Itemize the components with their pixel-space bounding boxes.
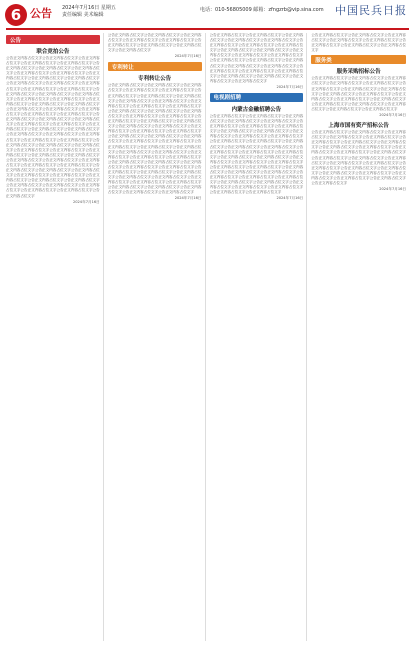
column-4 <box>311 33 409 641</box>
notice-body: 公告正文内容占位文字公告正文内容占位文字公告正文内容占位文字公告正文内容占位文字公告正文内容占位文字公告正文内容占位文字公告正文内容占位文字公告正文内容占位文字公告正文内容占位文字 <box>107 33 202 53</box>
notice-title: 内蒙古金融招聘公告 <box>231 106 282 113</box>
notice-body: 公告正文内容占位文字公告正文内容占位文字公告正文内容占位文字公告正文内容占位文字公告正文内容占位文字公告正文内容占位文字公告正文内容占位文字公告正文内容占位文字公告正文内容占位文字公告正文内容占位文字公告正文内容占位文字公告正文内容占位文字公告正文内容占位文字公告正文内容占位文字公告正文内容占位文字公告正文内容占位文字公告正文内容占位文字公告正文内容占位文字 <box>311 76 406 111</box>
column-3 <box>210 33 308 641</box>
notice-title: 服务采购招标公告 <box>336 69 381 76</box>
issue-date: 2024年7月16日 星期五 <box>62 5 116 11</box>
notice-body: 公告正文内容占位文字公告正文内容占位文字公告正文内容占位文字公告正文内容占位文字公告正文内容占位文字公告正文内容占位文字公告正文内容占位文字公告正文内容占位文字公告正文内容占位文字公告正文内容占位文字公告正文内容占位文字公告正文内容占位文字公告正文内容占位文字公告正文内容占位文字公告正文内容占位文字公告正文内容占位文字公告正文内容占位文字公告正文内容占位文字公告正文内容占位文字公告正文内容占位文字公告正文内容占位文字公告正文内容占位文字公告正文内容占位文字公告正文内容占位文字公告正文内容占位文字公告正文内容占位文字公告正文内容占位文字 <box>311 130 406 185</box>
masthead-rule <box>6 28 409 30</box>
newspaper-logo: 中国民兵日报 <box>335 4 407 17</box>
section-banner: 专利转让 <box>108 62 202 71</box>
column-1 <box>6 33 104 641</box>
notice-title: 联合竞拍公告 <box>36 49 70 55</box>
issue-meta <box>62 5 116 19</box>
section-title: 公告 <box>30 7 52 20</box>
masthead <box>0 0 415 36</box>
notice-date: 2024年7月16日 <box>174 196 202 201</box>
notice-date: 2024年7月16日 <box>379 187 406 192</box>
notice-date: 2024年7月16日 <box>379 113 406 118</box>
notice-date: 2024年7月16日 <box>174 54 202 59</box>
column-grid <box>6 33 409 641</box>
notice-body: 公告正文内容占位文字公告正文内容占位文字公告正文内容占位文字公告正文内容占位文字公告正文内容占位文字公告正文内容占位文字公告正文内容占位文字公告正文内容占位文字公告正文内容占位文字公告正文内容占位文字公告正文内容占位文字公告正文内容占位文字公告正文内容占位文字公告正文内容占位文字公告正文内容占位文字公告正文内容占位文字公告正文内容占位文字公告正文内容占位文字公告正文内容占位文字公告正文内容占位文字公告正文内容占位文字公告正文内容占位文字公告正文内容占位文字公告正文内容占位文字公告正文内容占位文字 <box>209 33 304 83</box>
section-banner: 电视剧招聘 <box>210 93 304 102</box>
issue-editors: 责任编辑 美术编辑 <box>62 12 104 18</box>
notice-date: 2024年7月16日 <box>276 196 304 201</box>
contact-line: 电话：010-56805009 邮箱：zfngzrb@vip.sina.com <box>200 7 324 13</box>
notice-body: 公告正文内容占位文字公告正文内容占位文字公告正文内容占位文字公告正文内容占位文字公告正文内容占位文字公告正文内容占位文字公告正文内容占位文字公告正文内容占位文字公告正文内容占位文字公告正文内容占位文字公告正文内容占位文字公告正文内容占位文字公告正文内容占位文字公告正文内容占位文字公告正文内容占位文字公告正文内容占位文字公告正文内容占位文字公告正文内容占位文字公告正文内容占位文字公告正文内容占位文字公告正文内容占位文字公告正文内容占位文字公告正文内容占位文字公告正文内容占位文字公告正文内容占位文字公告正文内容占位文字公告正文内容占位文字公告正文内容占位文字公告正文内容占位文字公告正文内容占位文字公告正文内容占位文字公告正文内容占位文字公告正文内容占位文字公告正文内容占位文字公告正文内容占位文字公告正文内容占位文字公告正文内容占位文字公告正文内容占位文字公告正文内容占位文字公告正文内容占位文字公告正文内容占位文字公告正文内容占位文字公告正文内容占位文字公告正文内容占位文字公告正文内容占位文字公告正文内容占位文字公告正文内容占位文字公告正文内容占位文字公告正文内容占位文字公告正文内容占位文字公告正文内容占位文字公告正文内容占位文字公告正文内容占位文字公告正文内容占位文字公告正文内容占位文字公告正文内容占位文字公告正文内容占位文字 <box>107 83 202 195</box>
notice-body: 公告正文内容占位文字公告正文内容占位文字公告正文内容占位文字公告正文内容占位文字公告正文内容占位文字公告正文内容占位文字公告正文内容占位文字公告正文内容占位文字公告正文内容占位文字公告正文内容占位文字公告正文内容占位文字公告正文内容占位文字公告正文内容占位文字公告正文内容占位文字公告正文内容占位文字公告正文内容占位文字公告正文内容占位文字公告正文内容占位文字公告正文内容占位文字公告正文内容占位文字公告正文内容占位文字公告正文内容占位文字公告正文内容占位文字公告正文内容占位文字公告正文内容占位文字公告正文内容占位文字公告正文内容占位文字公告正文内容占位文字公告正文内容占位文字公告正文内容占位文字公告正文内容占位文字公告正文内容占位文字公告正文内容占位文字公告正文内容占位文字公告正文内容占位文字公告正文内容占位文字公告正文内容占位文字公告正文内容占位文字公告正文内容占位文字公告正文内容占位文字公告正文内容占位文字公告正文内容占位文字公告正文内容占位文字公告正文内容占位文字公告正文内容占位文字公告正文内容占位文字公告正文内容占位文字公告正文内容占位文字公告正文内容占位文字公告正文内容占位文字公告正文内容占位文字公告正文内容占位文字公告正文内容占位文字公告正文内容占位文字公告正文内容占位文字公告正文内容占位文字公告正文内容占位文字公告正文内容占位文字公告正文内容占位文字公告正文内容占位文字公告正文内容占位文字公告正文内容占位文字公告正文内容占位文字公告正文内容占位文字公告正文内容占位文字公告正文内容占位文字公告正文内容占位文字公告正文内容占位文字公告正文内容占位文字公告正文内容占位文字公告正文内容占位文字 <box>6 56 100 198</box>
section-banner: 公告 <box>6 35 100 44</box>
section-banner: 服务类 <box>311 55 406 64</box>
column-2 <box>108 33 206 641</box>
notice-date: 2024年7月16日 <box>276 84 304 89</box>
notice-title: 上海市国有资产招标公告 <box>328 123 389 130</box>
notice-body: 公告正文内容占位文字公告正文内容占位文字公告正文内容占位文字公告正文内容占位文字公告正文内容占位文字公告正文内容占位文字公告正文内容占位文字公告正文内容占位文字公告正文内容占位文字公告正文内容占位文字公告正文内容占位文字公告正文内容占位文字公告正文内容占位文字公告正文内容占位文字公告正文内容占位文字公告正文内容占位文字公告正文内容占位文字公告正文内容占位文字公告正文内容占位文字公告正文内容占位文字公告正文内容占位文字公告正文内容占位文字公告正文内容占位文字公告正文内容占位文字公告正文内容占位文字公告正文内容占位文字公告正文内容占位文字公告正文内容占位文字公告正文内容占位文字公告正文内容占位文字公告正文内容占位文字公告正文内容占位文字公告正文内容占位文字公告正文内容占位文字公告正文内容占位文字公告正文内容占位文字公告正文内容占位文字公告正文内容占位文字公告正文内容占位文字公告正文内容占位文字公告正文内容占位文字 <box>209 113 304 195</box>
notice-body: 公告正文内容占位文字公告正文内容占位文字公告正文内容占位文字公告正文内容占位文字公告正文内容占位文字公告正文内容占位文字公告正文内容占位文字公告正文内容占位文字 <box>311 33 406 53</box>
notice-date: 2024年7月16日 <box>72 199 100 204</box>
page-number-badge: 6 <box>5 4 27 26</box>
notice-title: 专利转让公告 <box>138 76 172 83</box>
